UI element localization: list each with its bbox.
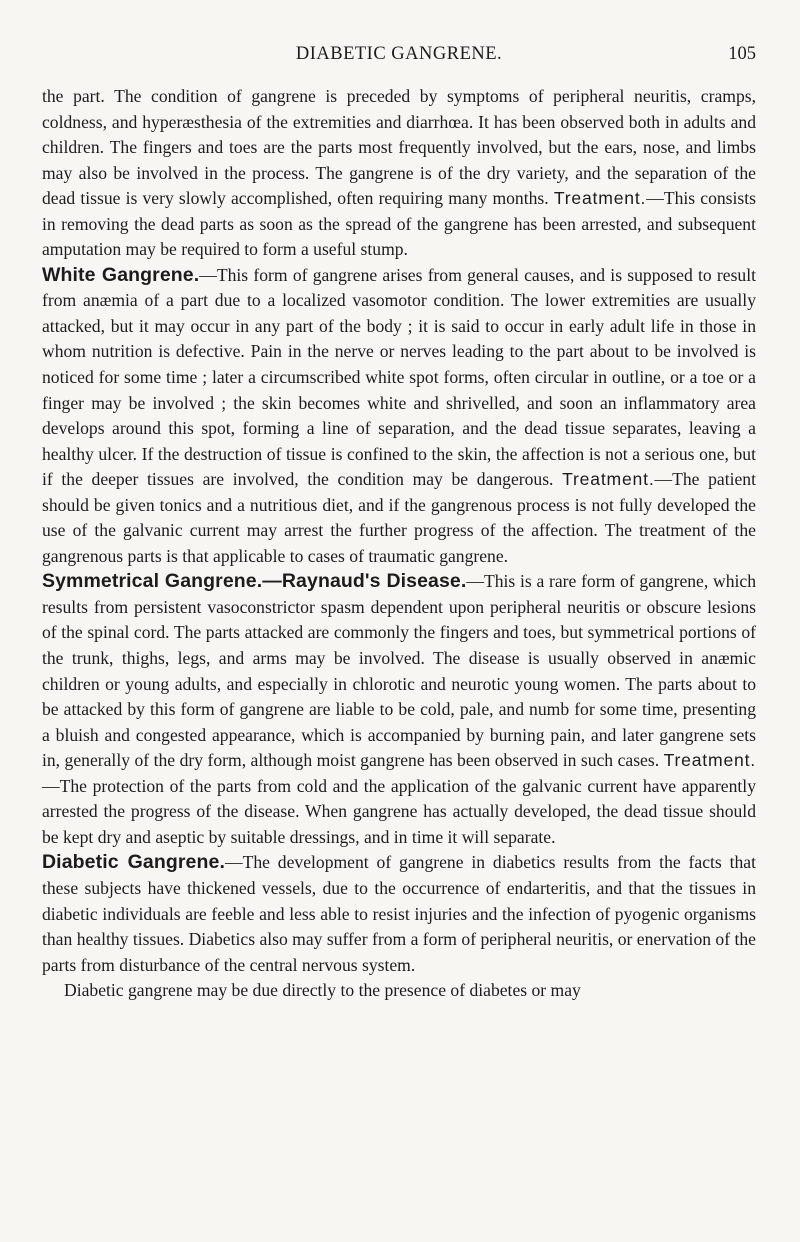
running-title: DIABETIC GANGRENE. [295, 44, 503, 64]
running-head [42, 44, 756, 70]
paragraph-text: —The protection of the parts from cold and the application of the galvanic current have apparently arrested the progress of the disease. When gangrene has actually developed, the dead tissue should be kept dry and aseptic by suitable dressings, and in time it will separate. [42, 775, 756, 847]
paragraph-text: —The development of gangrene in diabetics results from the facts that these subjects have thickened vessels, due to the occurrence of endarteritis, and that the tissues in diabetic individuals are feeble and less able to resist injuries and the infection of pyogenic organisms than healthy tissues. Diabetics also may suffer from a form of peripheral neuritis, or enervation of the parts from disturbance of the central nervous system. [42, 852, 756, 975]
paragraph-text: —This consists in removing the dead parts as soon as the spread of the gangrene has been arrested, and subsequent amputation may be required to form a useful stump. [42, 188, 756, 260]
paragraph [42, 850, 756, 978]
paragraph-text: —This form of gangrene arises from general causes, and is supposed to result from anæmia of a part due to a localized vasomotor condition. The lower extremities are usually attacked, but it may occur in any part of the body ; it is said to occur in early adult life in those in whom nutrition is defective. Pain in the nerve or nerves leading to the part about to be involved is noticed for some time ; later a circumscribed white spot forms, often circular in outline, or a toe or a finger may be involved ; the skin becomes white and shrivelled, and soon an inflammatory area develops around this spot, forming a line of separation, and the dead tissue separates, leaving a healthy ulcer. If the destruction of tissue is confined to the skin, the affection is not a serious one, but if the deeper tissues are involved, the condition may be dangerous. [42, 264, 756, 490]
paragraph-text: the part. The condition of gangrene is preceded by symptoms of peripheral neuritis, cramps, coldness, and hyperæsthesia of the extremities and diarrhœa. It has been observed both in adults and children. The fingers and toes are the parts most frequently involved, but the ears, nose, and limbs may also be involved in the process. The gangrene is of the dry variety, and the separation of the dead tissue is very slowly accomplished, often requiring many months. [42, 86, 756, 209]
page-number: 105 [728, 44, 756, 64]
treatment-label: Treatment. [663, 750, 756, 771]
section-heading: Symmetrical Gangrene.—Raynaud's Disease. [42, 570, 467, 593]
body-text [42, 84, 756, 1004]
paragraph [42, 978, 756, 1004]
paragraph [42, 569, 756, 850]
section-heading: White Gangrene. [42, 263, 200, 286]
section-heading: Diabetic Gangrene. [42, 851, 225, 874]
paragraph [42, 84, 756, 263]
paragraph [42, 263, 756, 570]
treatment-label: Treatment. [553, 188, 647, 209]
paragraph-text: —This is a rare form of gangrene, which results from persistent vasoconstrictor spasm dependent upon peripheral neuritis or obscure lesions of the spinal cord. The parts attacked are commonly the fingers and toes, but symmetrical portions of the trunk, thighs, legs, and arms may be involved. The disease is usually observed in anæmic children or young adults, and especially in chlorotic and neurotic young women. The parts about to be attacked by this form of gangrene are liable to be cold, pale, and numb for some time, presenting a bluish and congested appearance, which is accompanied by burning pain, and later gangrene sets in, generally of the dry form, although moist gangrene has been observed in such cases. [42, 571, 756, 771]
paragraph-text: —The patient should be given tonics and a nutritious diet, and if the gangrenous process is not fully developed the use of the galvanic current may arrest the further progress of the affection. The treatment of the gangrenous parts is that applicable to cases of traumatic gangrene. [42, 469, 756, 566]
treatment-label: Treatment. [562, 469, 655, 490]
paragraph-text: Diabetic gangrene may be due directly to the presence of diabetes or may [64, 980, 581, 1001]
